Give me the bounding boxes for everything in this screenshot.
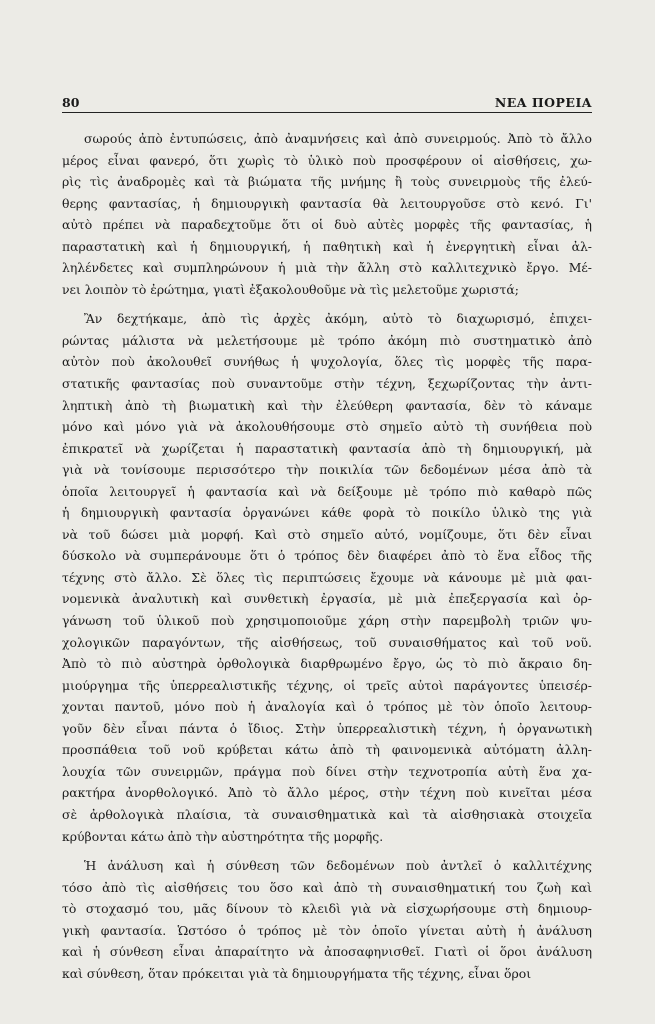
text-line: γιὰ νὰ τονίσουμε περισσότερο τὴν ποικιλία τῶν δεδομένων μέσα ἀπὸ τὰ	[62, 462, 592, 478]
text-line: Ἡ ἀνάλυση καὶ ἡ σύνθεση τῶν δεδομένων ποὺ ἀντλεῖ ὁ καλλιτέχνης	[84, 858, 592, 874]
text-line: λουχία τῶν συνειρμῶν, πράγμα ποὺ δίνει στὴν τεχνοτροπία αὐτὴ ἕνα χα-	[62, 763, 592, 779]
text-line: ρακτήρα ἀνορθολογικό. Ἀπὸ τὸ ἄλλο μέρος, στὴν τέχνη ποὺ κινεῖται μέσα	[62, 785, 592, 801]
text-line: ληπτικὴ ἀπὸ τὴ βιωματικὴ καὶ τὴν ἐλεύθερη φαντασία, δὲν τὸ κάναμε	[62, 397, 592, 413]
text-line: τόσο ἀπὸ τὶς αἰσθήσεις του ὅσο καὶ ἀπὸ τὴ συναισθηματική του ζωὴ καὶ	[62, 879, 592, 895]
text-line: σὲ ἀρθολογικὰ πλαίσια, τὰ συναισθηματικὰ καὶ τὰ αἰσθησιακὰ στοιχεῖα	[62, 806, 592, 822]
text-line: παραστατικὴ καὶ ἡ δημιουργική, ἡ παθητικὴ καὶ ἡ ἐνεργητικὴ εἶναι ἀλ-	[62, 238, 592, 254]
text-line: χονται παντοῦ, μόνο ποὺ ἡ ἀναλογία καὶ ὁ τρόπος μὲ τὸν ὁποῖο λειτουρ-	[62, 699, 592, 715]
text-line: χολογικῶν παραγόντων, τῆς αἰσθήσεως, τοῦ συναισθήματος καὶ τοῦ νοῦ.	[62, 634, 592, 650]
text-line: μέρος εἶναι φανερό, ὅτι χωρὶς τὸ ὑλικὸ ποὺ προσφέρουν οἱ αἰσθήσεις, χω-	[62, 152, 592, 168]
text-line: Ἂν δεχτήκαμε, ἀπὸ τὶς ἀρχὲς ἀκόμη, αὐτὸ τὸ διαχωρισμό, ἐπιχει-	[84, 311, 592, 327]
text-line: Ἀπὸ τὸ πιὸ αὐστηρὰ ὀρθολογικὰ διαρθρωμένο ἔργο, ὡς τὸ πιὸ ἄκραιο δη-	[62, 656, 592, 672]
paragraph-gap	[62, 300, 592, 308]
text-line: μόνο καὶ μόνο γιὰ νὰ ἀκολουθήσουμε στὸ σημεῖο αὐτὸ τὴ συνήθεια ποὺ	[62, 419, 592, 435]
text-line: καὶ σύνθεση, ὅταν πρόκειται γιὰ τὰ δημιουργήματα τῆς τέχνης, εἶναι ὅροι	[62, 965, 532, 981]
text-line: τὸ στοχασμό του, μᾶς δίνουν τὸ κλειδὶ γιὰ νὰ εἰσχωρήσουμε στὴ δημιουρ-	[62, 901, 592, 917]
text-line: γικὴ φαντασία. Ὡστόσο ὁ τρόπος μὲ τὸν ὁποῖο γίνεται αὐτὴ ἡ ἀνάλυση	[62, 922, 592, 938]
text-line: μιούργημα τῆς ὑπερρεαλιστικῆς τέχνης, οἱ τρεῖς αὐτοὶ παράγοντες ὑπεισέρ-	[62, 677, 592, 693]
text-line: θερης φαντασίας, ἡ δημιουργικὴ φαντασία θὰ λειτουργοῦσε στὸ κενό. Γι'	[62, 195, 592, 211]
text-line: δύσκολο νὰ συμπεράνουμε ὅτι ὁ τρόπος δὲν διαφέρει ἀπὸ τὸ ἕνα εἶδος τῆς	[62, 548, 592, 564]
running-header	[62, 88, 592, 113]
text-line: ὁποῖα λειτουργεῖ ἡ φαντασία καὶ νὰ δείξουμε μὲ τρόπο πιὸ καθαρὸ πῶς	[62, 483, 592, 499]
text-line: στατικῆς φαντασίας ποὺ συναντοῦμε στὴν τέχνη, ξεχωρίζοντας τὴν ἀντι-	[62, 376, 592, 392]
text-line: ρώντας μάλιστα νὰ μελετήσουμε μὲ τρόπο ἀκόμη πιὸ συστηματικὸ ἀπὸ	[62, 332, 592, 348]
text-line: αὐτὸν ποὺ ἀκολουθεῖ συνήθως ἡ ψυχολογία, ὅλες τὶς μορφὲς τῆς παρα-	[62, 354, 592, 370]
text-line: σωρούς ἀπὸ ἐντυπώσεις, ἀπὸ ἀναμνήσεις καὶ ἀπὸ συνειρμούς. Ἀπὸ τὸ ἄλλο	[84, 131, 592, 146]
paragraph-gap	[62, 847, 592, 855]
text-line: ἐπικρατεῖ νὰ χωρίζεται ἡ παραστατικὴ φαντασία ἀπὸ τὴ δημιουργική, μὰ	[62, 440, 592, 456]
journal-title: ΝΕΑ ΠΟΡΕΙΑ	[494, 95, 592, 110]
text-line: αὐτὸ πρέπει νὰ παραδεχτοῦμε ὅτι οἱ δυὸ αὐτὲς μορφὲς τῆς φαντασίας, ἡ	[62, 217, 592, 233]
text-line: προσπάθεια τοῦ νοῦ κρύβεται κάτω ἀπὸ τὴ φαινομενικὰ αὐτόματη ἀλλη-	[62, 742, 592, 758]
text-line: ρὶς τὶς ἀναδρομὲς καὶ τὰ βιώματα τῆς μνήμης ἢ τοὺς συνειρμοὺς τῆς ἐλεύ-	[62, 174, 592, 190]
text-line: κρύβονται κάτω ἀπὸ τὴν αὐστηρότητα τῆς μορφῆς.	[62, 828, 384, 844]
text-line: καὶ ἡ σύνθεση εἶναι ἀπαραίτητο νὰ ἀποσαφηνισθεῖ. Γιατὶ οἱ ὅροι ἀνάλυση	[62, 944, 592, 960]
text-line: νομενικὰ ἀναλυτικὴ καὶ συνθετικὴ ἐργασία, μὲ μιὰ ἐπεξεργασία καὶ ὀρ-	[62, 591, 592, 607]
text-line: γάνωση τοῦ ὑλικοῦ ποὺ χρησιμοποιοῦμε χάρη στὴν παρεμβολὴ τριῶν ψυ-	[62, 613, 592, 629]
text-line: ληλένδετες καὶ συμπληρώνουν ἡ μιὰ τὴν ἄλλη στὸ καλλιτεχνικὸ ἔργο. Μέ-	[62, 260, 592, 276]
page-number: 80	[62, 95, 80, 110]
text-line: τέχνης στὸ ἄλλο. Σὲ ὅλες τὶς περιπτώσεις ἔχουμε νὰ κάνουμε μὲ μιὰ φαι-	[62, 569, 592, 585]
text-line: γοῦν δὲν εἶναι πάντα ὁ ἴδιος. Στὴν ὑπερρεαλιστικὴ τέχνη, ἡ ὀργανωτικὴ	[62, 720, 592, 736]
text-line: νὰ τοῦ δώσει μιὰ μορφή. Καὶ στὸ σημεῖο αὐτό, νομίζουμε, ὅτι δὲν εἶναι	[62, 526, 592, 542]
text-line: νει λοιπὸν τὸ ἐρώτημα, γιατὶ ἐξακολουθοῦμε νὰ τὶς μελετοῦμε χωριστά;	[62, 281, 519, 297]
text-line: ἡ δημιουργικὴ φαντασία ὀργανώνει κάθε φορὰ τὸ ποικίλο ὑλικὸ της γιὰ	[62, 505, 592, 521]
body-text	[62, 128, 592, 984]
